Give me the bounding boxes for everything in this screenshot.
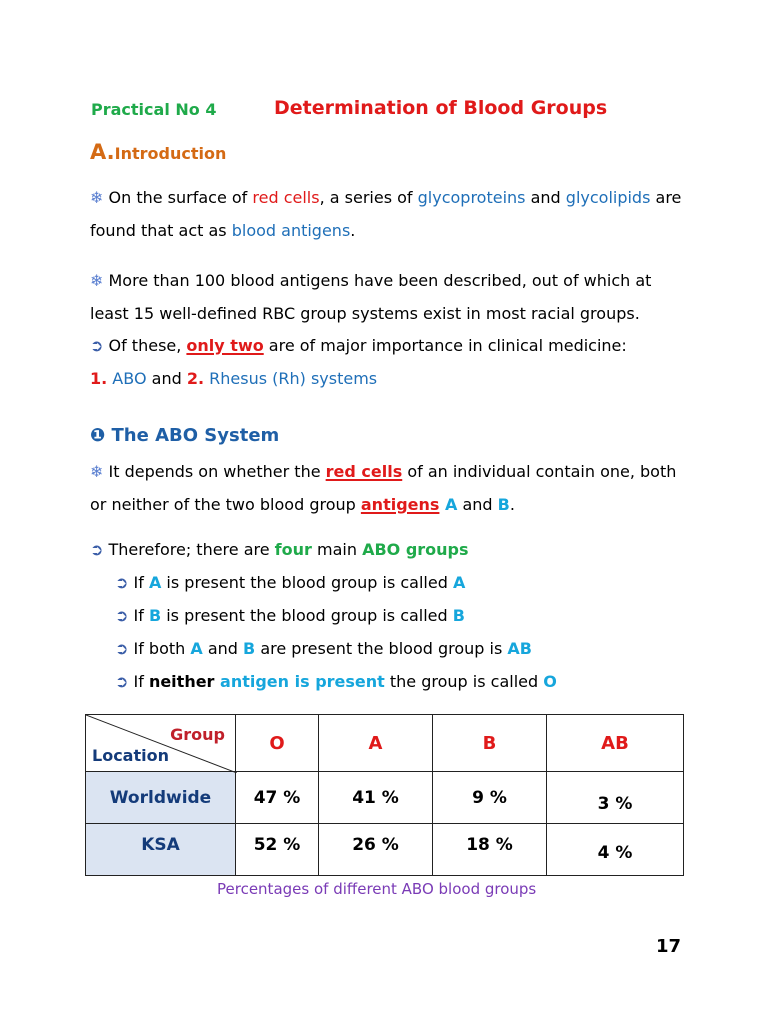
table-row (86, 772, 684, 824)
antigen-b: B (148, 606, 162, 625)
text: main (311, 540, 363, 559)
heading-bullet: ❶ (90, 425, 106, 446)
arrow-icon: ➲ (90, 336, 104, 355)
antigen-a: A (148, 573, 162, 592)
text: On the surface of (103, 188, 253, 207)
corner-group-label: Group (170, 725, 225, 744)
text: If (128, 672, 149, 691)
text: Of these, (103, 336, 187, 355)
value-cell: 4 % (547, 824, 684, 876)
blood-antigens-term: blood antigens (231, 221, 351, 240)
section-a-letter: A. (90, 140, 115, 164)
group-result: B (452, 606, 465, 625)
text: Therefore; there are (103, 540, 275, 559)
abo-system-heading (90, 425, 279, 446)
four-term: four (274, 540, 312, 559)
glycolipids-term: glycolipids (565, 188, 651, 207)
text: are present the blood group is (255, 639, 508, 658)
antigens-term: antigens (360, 495, 440, 514)
intro-paragraph-1 (90, 181, 690, 247)
antigen-a: A (190, 639, 203, 658)
red-cells-term: red cells (252, 188, 320, 207)
page-number: 17 (656, 936, 682, 957)
practical-number: Practical No 4 (91, 100, 217, 119)
rhesus-term: Rhesus (Rh) systems (204, 369, 378, 388)
value-cell: 3 % (547, 772, 684, 824)
text: . (350, 221, 356, 240)
text: If (128, 573, 149, 592)
location-cell: Worldwide (86, 772, 236, 824)
text: . (509, 495, 515, 514)
intro-line-4 (90, 369, 377, 388)
header-ab: AB (547, 715, 684, 772)
table-caption: Percentages of different ABO blood groups (217, 880, 537, 898)
red-cells-term: red cells (325, 462, 403, 481)
rule-ab (115, 639, 532, 658)
antigen-present-term: antigen is present (214, 672, 385, 691)
snowflake-icon: ❄ (90, 462, 104, 481)
location-cell: KSA (86, 824, 236, 876)
text: , a series of (319, 188, 418, 207)
text: If (128, 606, 149, 625)
header-b: B (433, 715, 547, 772)
abo-groups-term: ABO groups (362, 540, 469, 559)
group-result: A (452, 573, 466, 592)
text: More than 100 blood antigens have been described, out of which at least 15 well-defined RBC group systems exist in most racial groups. (90, 271, 652, 323)
group-result: AB (507, 639, 532, 658)
section-a-label: Introduction (114, 144, 227, 163)
abo-paragraph (90, 455, 690, 521)
corner-cell (86, 715, 236, 772)
header-o: O (236, 715, 319, 772)
blood-group-table (85, 714, 684, 876)
header-a: A (319, 715, 433, 772)
therefore-line (90, 540, 469, 559)
value-cell: 26 % (319, 824, 433, 876)
snowflake-icon: ❄ (90, 188, 104, 207)
text: and (202, 639, 244, 658)
value-cell: 9 % (433, 772, 547, 824)
rule-a (115, 573, 465, 592)
rule-o (115, 672, 557, 691)
list-number: 2. (186, 369, 205, 388)
text: is present the blood group is called (161, 573, 453, 592)
arrow-icon: ➲ (115, 672, 129, 691)
value-cell: 41 % (319, 772, 433, 824)
text: of an individual contain one, both or neither of the two blood group (90, 462, 677, 514)
text: are found that act as (90, 188, 682, 240)
value-cell: 18 % (433, 824, 547, 876)
rule-b (115, 606, 465, 625)
text: and (525, 188, 566, 207)
text: are of major importance in clinical medicine: (263, 336, 627, 355)
text: and (457, 495, 498, 514)
group-result: O (543, 672, 557, 691)
table-header-row (86, 715, 684, 772)
arrow-icon: ➲ (115, 606, 129, 625)
antigen-b: B (497, 495, 510, 514)
arrow-icon: ➲ (115, 573, 129, 592)
value-cell: 47 % (236, 772, 319, 824)
arrow-icon: ➲ (90, 540, 104, 559)
list-number: 1. (90, 369, 108, 388)
antigen-b: B (243, 639, 256, 658)
text: It depends on whether the (103, 462, 326, 481)
heading-text: The ABO System (105, 425, 280, 446)
intro-paragraph-2 (90, 264, 690, 330)
page-title: Determination of Blood Groups (274, 97, 608, 119)
value-cell: 52 % (236, 824, 319, 876)
text: If both (128, 639, 191, 658)
glycoproteins-term: glycoproteins (417, 188, 526, 207)
snowflake-icon: ❄ (90, 271, 104, 290)
corner-location-label: Location (92, 746, 169, 765)
intro-line-3 (90, 336, 627, 355)
neither-term: neither (148, 672, 215, 691)
table-row (86, 824, 684, 876)
abo-term: ABO (107, 369, 147, 388)
antigen-a: A (439, 495, 458, 514)
arrow-icon: ➲ (115, 639, 129, 658)
section-a-heading (90, 140, 226, 164)
text: is present the blood group is called (161, 606, 453, 625)
text: the group is called (384, 672, 544, 691)
only-two-term: only two (186, 336, 264, 355)
text: and (146, 369, 187, 388)
